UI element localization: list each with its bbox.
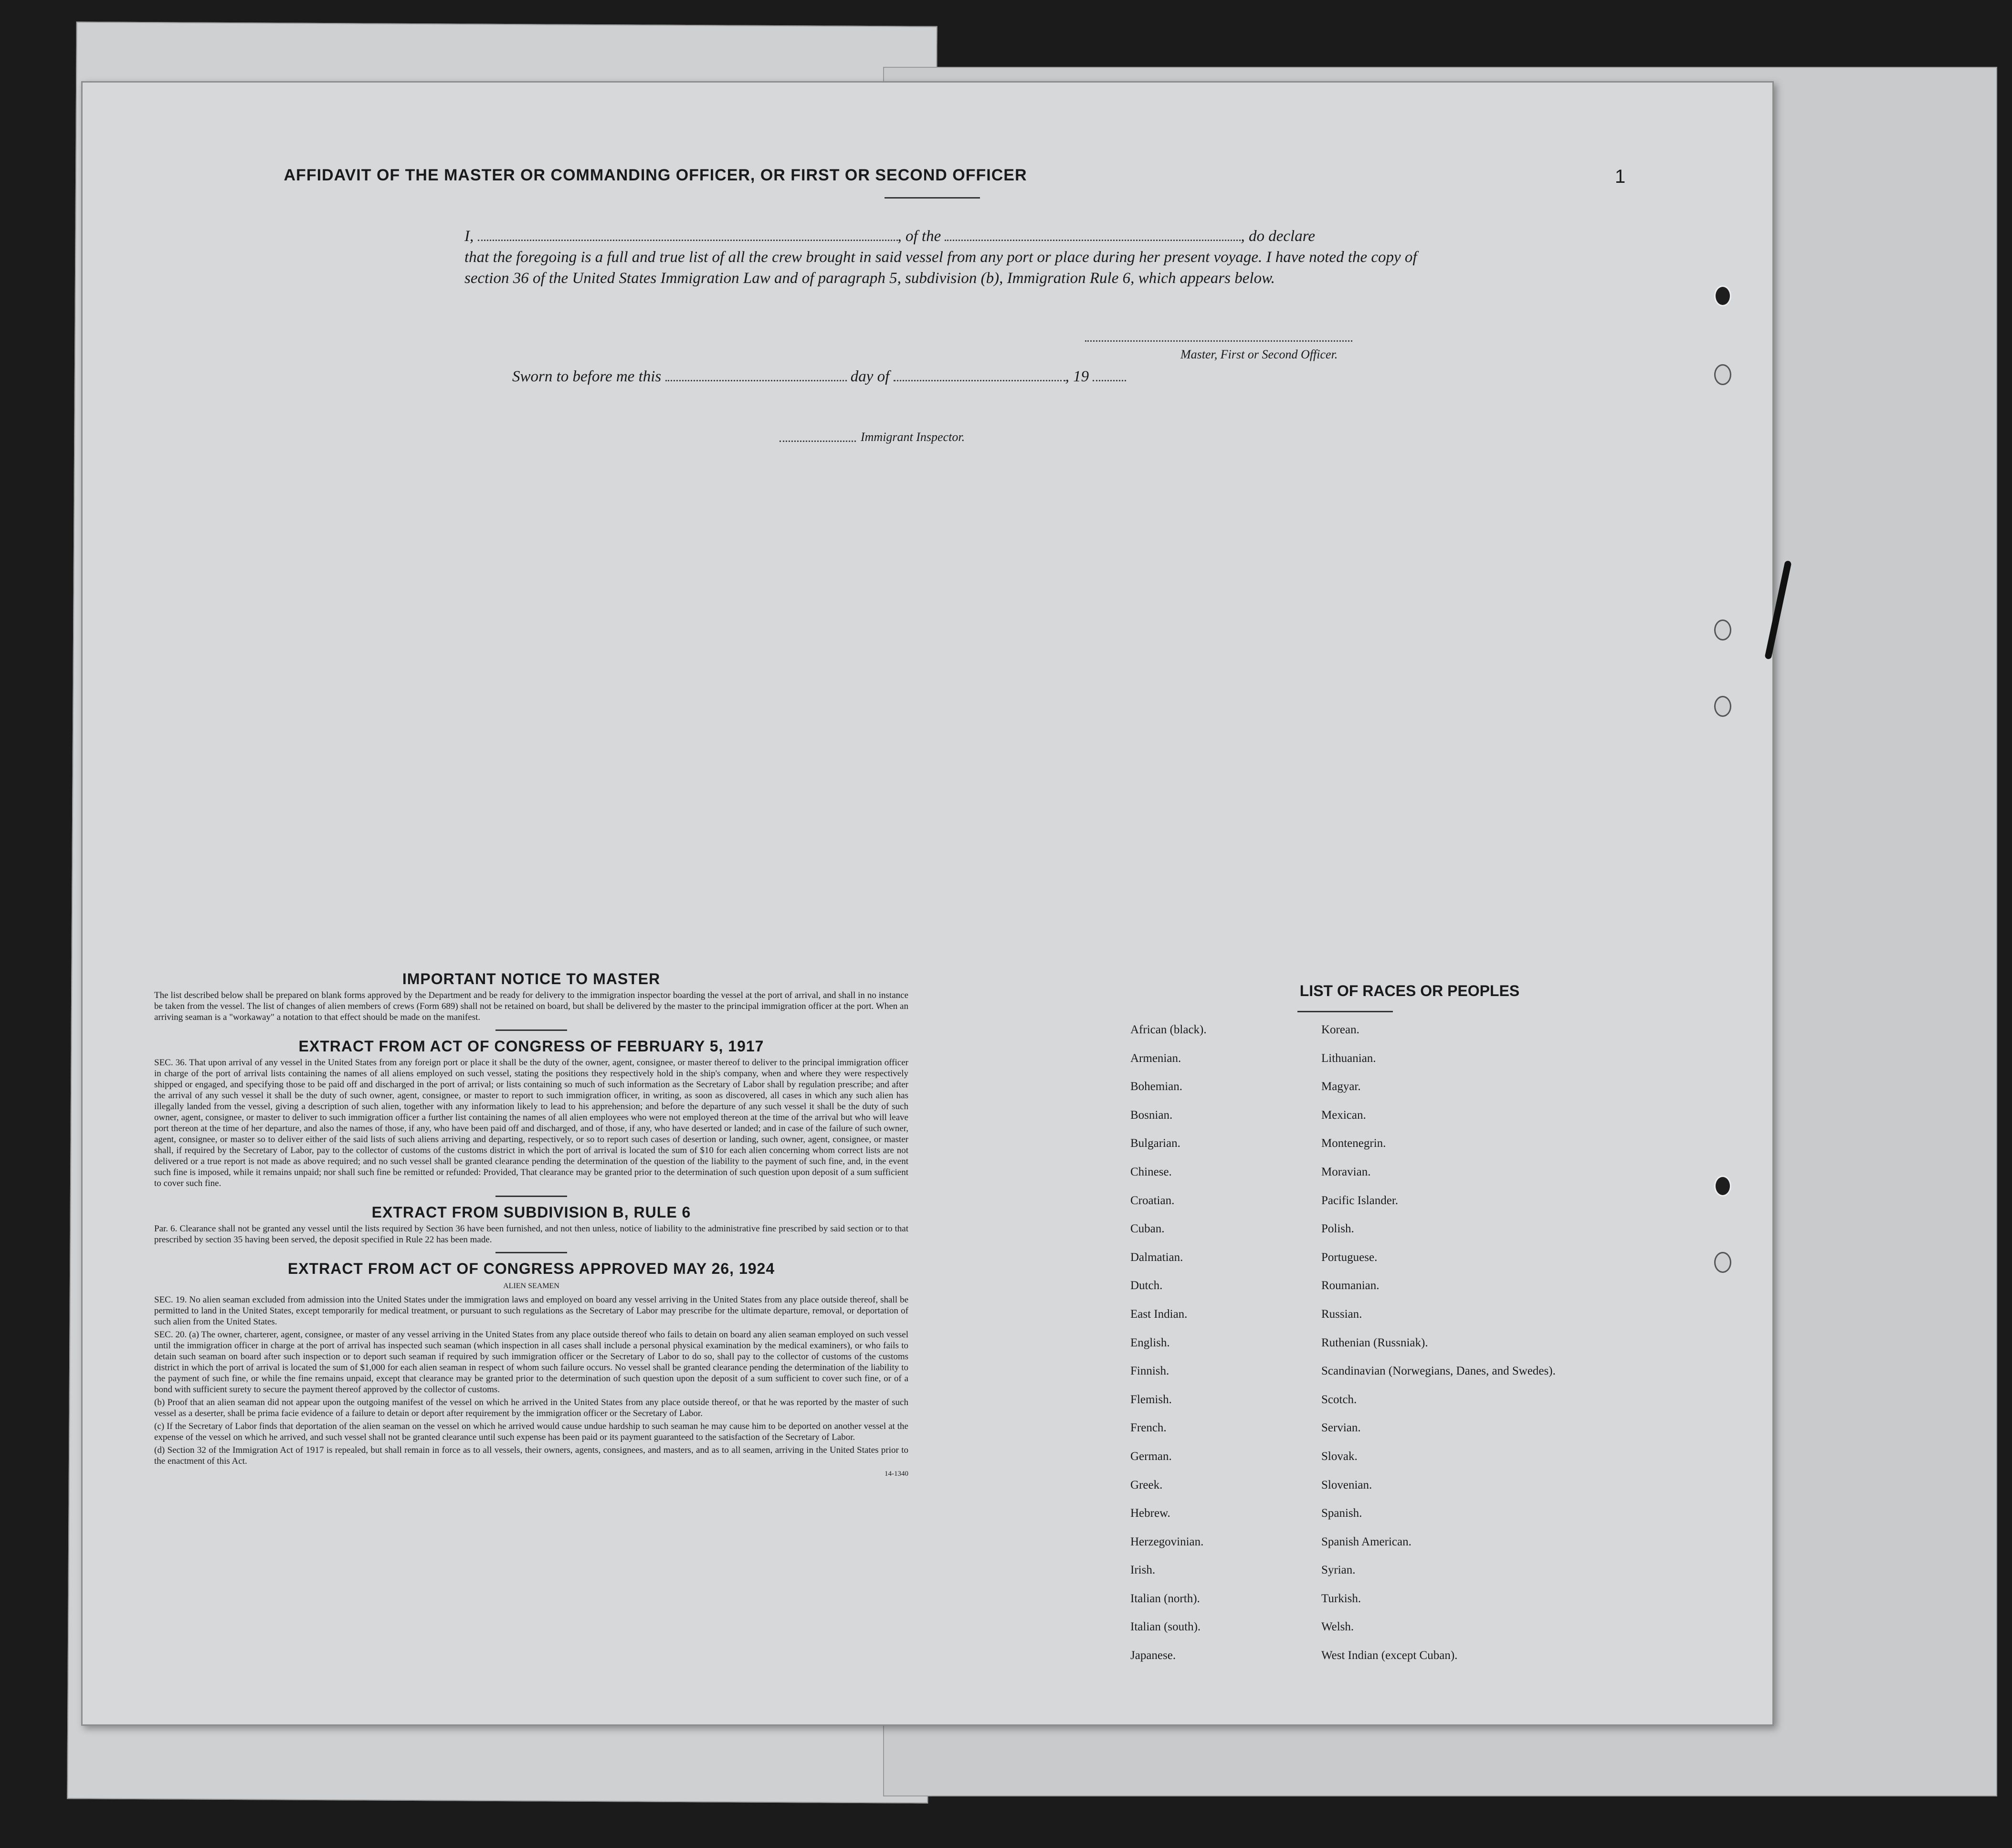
race-item: Lithuanian. — [1321, 1051, 1376, 1065]
signature-line[interactable] — [1085, 340, 1352, 342]
declaration-body: that the foregoing is a full and true list of all the crew brought in said vessel from any port or place during her present voyage. I have noted the copy of section 36 of the United States Immigration Law and of paragraph 5, subdivision (b), Immigration Rule 6, which appears below. — [464, 249, 1417, 287]
extract-rule6-title: EXTRACT FROM SUBDIVISION B, RULE 6 — [371, 1204, 691, 1221]
race-item: Slovak. — [1321, 1449, 1358, 1463]
punch-hole — [1714, 620, 1731, 640]
extract-1924-subtitle: ALIEN SEAMEN — [503, 1282, 559, 1290]
sworn-year-label: , 19 — [1065, 368, 1089, 385]
races-title: LIST OF RACES OR PEOPLES — [1299, 982, 1520, 999]
punch-hole — [1714, 285, 1731, 306]
race-item: German. — [1130, 1449, 1172, 1463]
race-item: Welsh. — [1321, 1620, 1354, 1634]
section-divider — [495, 1252, 567, 1253]
race-item: Irish. — [1130, 1564, 1156, 1577]
sworn-day-blank[interactable] — [665, 368, 847, 381]
race-item: Italian (south). — [1130, 1620, 1201, 1634]
extract-1924-sec20c: (c) If the Secretary of Labor finds that deportation of the alien seaman on the vessel on which he arrived would cause undue hardship to such seaman he may cause him to be deported on another vessel at the expense of the vessel on which he arrived, and such vessel shall not be granted clearance until such expense has been paid or its payment guaranteed to the satisfaction of the Secretary of Labor. — [154, 1421, 908, 1442]
race-item: African (black). — [1130, 1023, 1207, 1036]
notice-body: The list described below shall be prepared on blank forms approved by the Department and be ready for delivery to the immigration inspector boarding the vessel at the port of arrival, and shall in no instance be taken from the vessel. The list of changes of alien members of crews (Form 689) shall not be retained on board, but shall be delivered by the master to the principal immigration officer at the port. When an arriving seaman is a "workaway" a notation to that effect should be made on the manifest. — [154, 990, 908, 1022]
race-item: Bohemian. — [1130, 1080, 1183, 1093]
page-number: 1 — [1615, 166, 1626, 187]
section-divider — [495, 1196, 567, 1197]
race-item: Syrian. — [1321, 1564, 1356, 1577]
race-item: Servian. — [1321, 1421, 1361, 1435]
extract-rule6-body: Par. 6. Clearance shall not be granted any vessel until the lists required by Section 36 have been furnished, and not then unless, notice of liability to the administrative fine prescribed by said section or to that prescribed by section 35 having been served, the deposit specified in Rule 22 has been made. — [154, 1224, 908, 1245]
signature-caption: Master, First or Second Officer. — [1180, 347, 1338, 361]
extract-1924-sec20b: (b) Proof that an alien seaman did not appear upon the outgoing manifest of the vessel on which he arrived in the United States from any place outside thereof, or that he was reported by the master of such vessel as a deserter, shall be prima facie evidence of a failure to detain or deport after requirement by the immigration officer or the Secretary of Labor. — [154, 1397, 908, 1418]
race-item: English. — [1130, 1336, 1170, 1349]
races-list-right — [1321, 1023, 1556, 1677]
punch-hole — [1714, 364, 1731, 385]
sworn-month-blank[interactable] — [894, 368, 1065, 381]
race-item: Slovenian. — [1321, 1478, 1372, 1491]
races-list-left — [1130, 1023, 1207, 1677]
extract-1924-sec20d: (d) Section 32 of the Immigration Act of 1917 is repealed, but shall remain in force as to all vessels, their owners, agents, consignees, and masters, and as to all seamen, arriving in the United States prior to the enactment of this Act. — [154, 1445, 908, 1466]
declaration-of-the: , of the — [897, 228, 941, 245]
race-item: Flemish. — [1130, 1393, 1172, 1406]
race-item: Cuban. — [1130, 1222, 1165, 1236]
race-item: Moravian. — [1321, 1165, 1371, 1178]
race-item: Scotch. — [1321, 1393, 1357, 1406]
inspector-caption: Immigrant Inspector. — [861, 430, 965, 444]
race-item: Russian. — [1321, 1307, 1362, 1321]
race-item: Hebrew. — [1130, 1507, 1170, 1520]
race-item: Japanese. — [1130, 1649, 1176, 1662]
extract-1924-sec19: SEC. 19. No alien seaman excluded from admission into the United States under the immigration laws and employed on board any vessel arriving in the United States from any place outside thereof, shall be permitted to land in the United States, except temporarily for medical treatment, or pursuant to such regulations as the Secretary of Labor may prescribe for the ultimate departure, removal, or deportation of such alien from the United States. — [154, 1295, 908, 1327]
title-divider — [885, 197, 980, 199]
inspector-signature-line[interactable] — [780, 441, 856, 442]
section-divider — [495, 1029, 567, 1031]
race-item: Mexican. — [1321, 1108, 1366, 1122]
races-divider — [1297, 1011, 1393, 1012]
declaration-do-declare: , do declare — [1241, 228, 1315, 245]
race-item: Chinese. — [1130, 1165, 1172, 1178]
race-item: French. — [1130, 1421, 1167, 1435]
race-item: East Indian. — [1130, 1307, 1188, 1321]
legal-notices — [154, 970, 908, 1480]
race-item: Polish. — [1321, 1222, 1354, 1236]
race-item: Portuguese. — [1321, 1250, 1378, 1264]
race-item: Turkish. — [1321, 1592, 1361, 1605]
punch-hole — [1714, 1176, 1731, 1197]
race-item: Spanish. — [1321, 1507, 1362, 1520]
race-item: Greek. — [1130, 1478, 1163, 1491]
race-item: Montenegrin. — [1321, 1137, 1386, 1150]
name-blank[interactable] — [478, 227, 898, 241]
race-item: Italian (north). — [1130, 1592, 1200, 1605]
extract-1924-title: EXTRACT FROM ACT OF CONGRESS APPROVED MAY 26, 1924 — [287, 1260, 775, 1277]
sworn-line — [512, 368, 1126, 386]
sworn-prefix: Sworn to before me this — [512, 368, 662, 385]
race-item: Finnish. — [1130, 1365, 1169, 1378]
punch-hole — [1714, 696, 1731, 717]
form-code: 14-1340 — [885, 1470, 908, 1478]
race-item: Croatian. — [1130, 1194, 1175, 1207]
race-item: Magyar. — [1321, 1080, 1361, 1093]
sworn-year-blank[interactable] — [1093, 368, 1126, 381]
race-item: Bosnian. — [1130, 1108, 1173, 1122]
race-item: Korean. — [1321, 1023, 1359, 1036]
notice-title: IMPORTANT NOTICE TO MASTER — [402, 970, 661, 987]
declaration-text — [464, 226, 1429, 289]
race-item: Ruthenian (Russniak). — [1321, 1336, 1428, 1349]
race-item: Dutch. — [1130, 1279, 1163, 1292]
extract-1917-body: SEC. 36. That upon arrival of any vessel in the United States from any foreign port or place it shall be the duty of the owner, agent, consignee, or master thereof to deliver to the principal immigration officer in charge of the port of arrival lists containing the names of all aliens employed on such vessel, stating the positions they respectively hold in the ship's company, when and where they were respectively shipped or engaged, and specifying those to be paid off and discharged in the port of arrival; or lists containing so much of such information as the Secretary of Labor shall by regulation prescribe; and after the arrival of any such vessel it shall be the duty of such owner, agent, consignee, or master to report to such immigration officer, in writing, as soon as discovered, all cases in which any such alien has illegally landed from the vessel, giving a description of such alien, together with any information likely to lead to his apprehension; and before the departure of any such vessel it shall be the duty of such owner, agent, consignee, or master to deliver to such immigration officer a further list containing the names of all alien employees who were not employed thereon at the time of the arrival but who will leave port thereon at the time of her departure, and also the names of those, if any, who have been paid off and discharged, and of those, if any, who have deserted or landed; and in case of the failure of such owner, agent, consignee, or master so to deliver either of the said lists of such aliens arriving and departing, respectively, or so to report such cases of desertion or landing, such owner, agent, consignee, or master shall, if required by the Secretary of Labor, pay to the collector of customs of the customs district in which the port of arrival is located the sum of $10 for each alien concerning whom correct lists are not delivered or a true report is not made as above required; and no such vessel shall be granted clearance pending the determination of the question of the liability to the payment of such fine, and, in the event such fine is imposed, while it remains unpaid; nor shall such fine be remitted or refunded: Provided, That clearance may be granted prior to the determination of such question upon deposit of a sum sufficient to cover such fine. — [154, 1058, 908, 1188]
race-item: Scandinavian (Norwegians, Danes, and Swedes). — [1321, 1365, 1556, 1378]
race-item: Armenian. — [1130, 1051, 1181, 1065]
sworn-day-label: day of — [850, 368, 890, 385]
punch-hole — [1714, 1252, 1731, 1273]
race-item: Spanish American. — [1321, 1535, 1412, 1548]
declaration-i: I, — [464, 228, 474, 245]
race-item: Herzegovinian. — [1130, 1535, 1204, 1548]
race-item: Dalmatian. — [1130, 1250, 1183, 1264]
race-item: Roumanian. — [1321, 1279, 1380, 1292]
vessel-blank[interactable] — [945, 227, 1241, 241]
extract-1917-title: EXTRACT FROM ACT OF CONGRESS OF FEBRUARY 5, 1917 — [298, 1038, 764, 1055]
race-item: West Indian (except Cuban). — [1321, 1649, 1458, 1662]
affidavit-title: AFFIDAVIT OF THE MASTER OR COMMANDING OFFICER, OR FIRST OR SECOND OFFICER — [284, 166, 1027, 184]
extract-1924-sec20a: SEC. 20. (a) The owner, charterer, agent, consignee, or master of any vessel arriving in the United States from any place outside thereof who fails to detain on board any alien seaman employed on such vessel until the immigration officer in charge at the port of arrival has inspected such seaman (which inspection in all cases shall include a personal physical examination by the medical examiners), or who fails to detain such seaman on board after such inspection or to deport such seaman if required by such immigration officer or the Secretary of Labor to do so, shall pay to the collector of customs of the customs district in which the port of arrival is located the sum of $1,000 for each alien seaman in respect of whom such failure occurs. No vessel shall be granted clearance pending the determination of the liability to the payment of such fine, or while the fine remains unpaid, except that clearance may be granted prior to the determination of such question upon the deposit of a sum sufficient to cover such fine, or of a bond with sufficient surety to secure the payment thereof approved by the collector of customs. — [154, 1330, 908, 1395]
race-item: Bulgarian. — [1130, 1137, 1180, 1150]
race-item: Pacific Islander. — [1321, 1194, 1399, 1207]
manifest-page — [81, 81, 1774, 1726]
